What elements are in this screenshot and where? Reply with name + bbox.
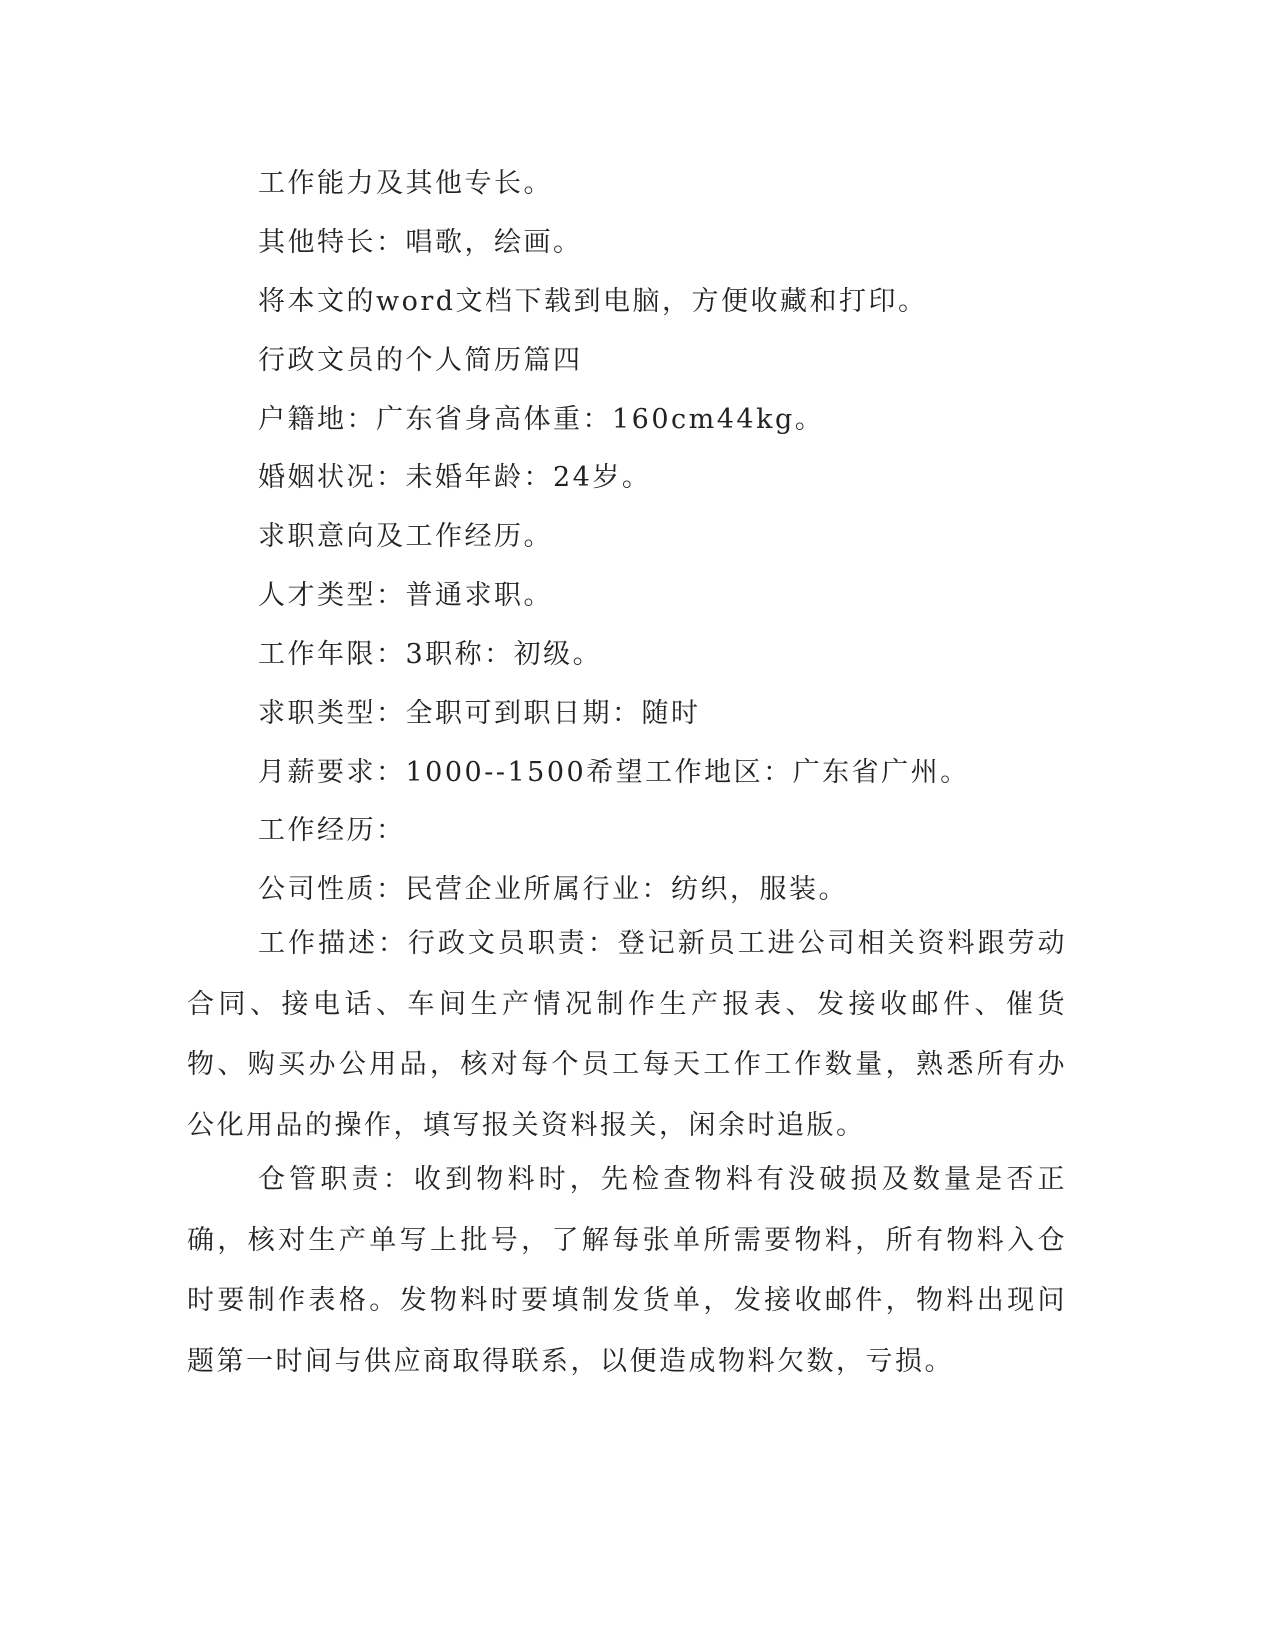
line-hometown-height-weight: 户籍地：广东省身高体重：160cm44kg。: [258, 404, 825, 435]
line-download-note: 将本文的word文档下载到电脑，方便收藏和打印。: [258, 286, 928, 317]
line-company-industry: 公司性质：民营企业所属行业：纺织，服装。: [258, 874, 848, 905]
line-talent-type: 人才类型：普通求职。: [258, 580, 553, 611]
line-job-type-start-date: 求职类型：全职可到职日期：随时: [258, 698, 701, 729]
paragraph-warehouse-duties: 仓管职责：收到物料时，先检查物料有没破损及数量是否正确，核对生产单写上批号，了解每张单所需要物料，所有物料入仓时要制作表格。发物料时要填制发货单，发接收邮件，物料出现问题第一时间与供应商取得联系，以便造成物料欠数，亏损。: [187, 1164, 1067, 1377]
line-salary-location: 月薪要求：1000--1500希望工作地区：广东省广州。: [258, 757, 970, 788]
line-special-talents: 其他特长：唱歌，绘画。: [258, 227, 583, 258]
paragraph-job-description: 工作描述：行政文员职责：登记新员工进公司相关资料跟劳动合同、接电话、车间生产情况制作生产报表、发接收邮件、催货物、购买办公用品，核对每个员工每天工作工作数量，熟悉所有办公化用品的操作，填写报关资料报关，闲余时追版。: [187, 928, 1067, 1141]
section-title: 行政文员的个人简历篇四: [258, 345, 583, 376]
line-work-years-title: 工作年限：3职称：初级。: [258, 639, 603, 670]
line-work-history-heading: 工作经历：: [258, 815, 406, 846]
line-job-intention-heading: 求职意向及工作经历。: [258, 521, 553, 552]
line-other-skills-heading: 工作能力及其他专长。: [258, 168, 553, 199]
line-marital-age: 婚姻状况：未婚年龄：24岁。: [258, 462, 652, 493]
